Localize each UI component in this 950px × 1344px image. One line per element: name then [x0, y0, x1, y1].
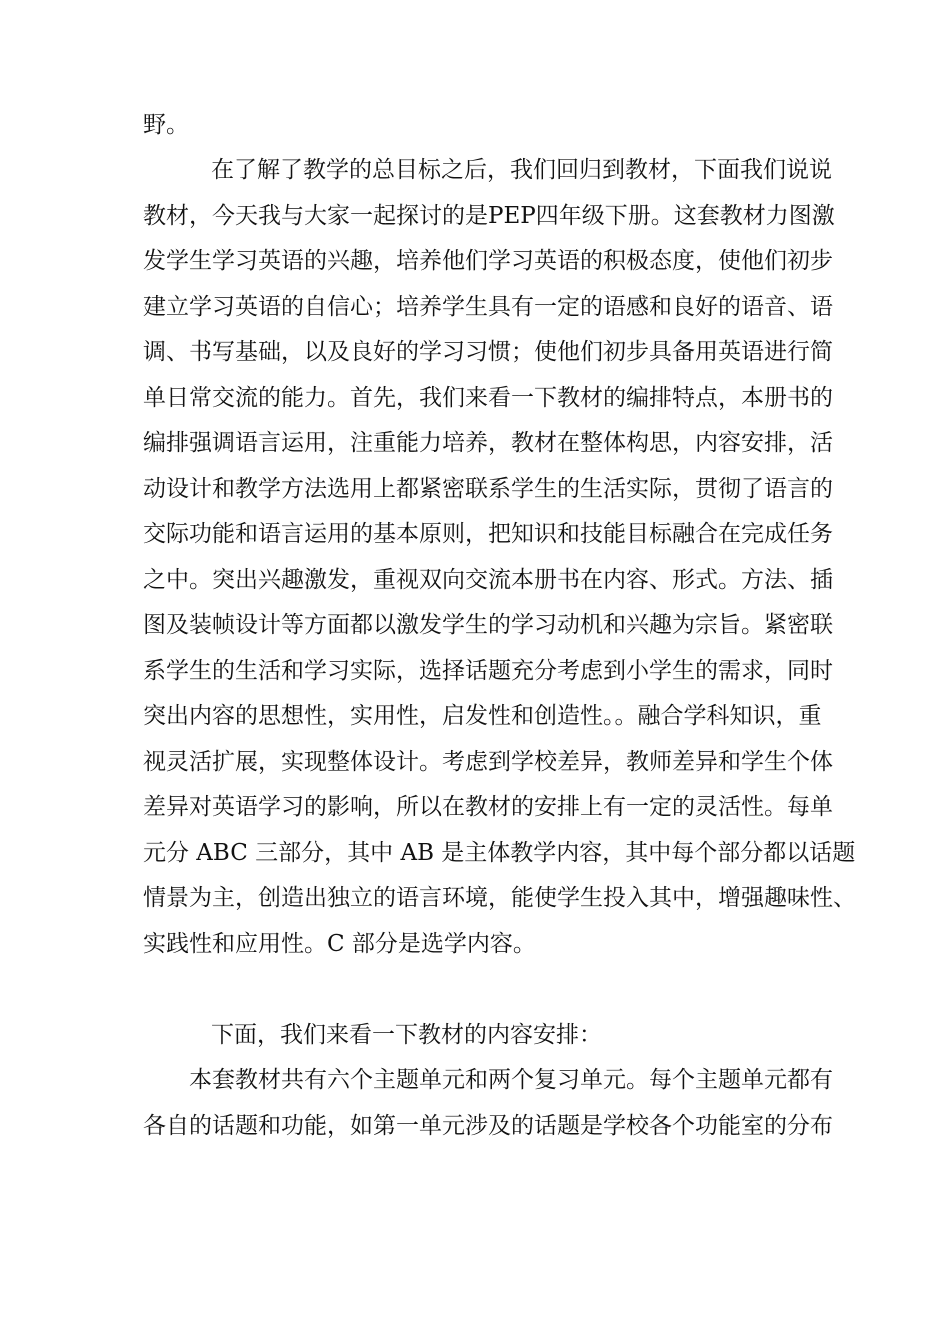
text-line: 建立学习英语的自信心；培养学生具有一定的语感和良好的语音、语	[143, 293, 833, 320]
text-line: 情景为主，创造出独立的语言环境，能使学生投入其中，增强趣味性、	[143, 885, 856, 911]
text-line: 突出内容的思想性，实用性，启发性和创造性。。融合学科知识，重	[143, 703, 822, 729]
text-line: 各自的话题和功能，如第一单元涉及的话题是学校各个功能室的分布	[143, 1112, 833, 1139]
paragraph-textbook-intro	[143, 148, 856, 967]
text-line: 在了解了教学的总目标之后，我们回归到教材，下面我们说说	[211, 157, 832, 183]
paragraph-continuation	[143, 103, 815, 149]
text-line: 下面，我们来看一下教材的内容安排：	[211, 1022, 602, 1048]
text-line: 视灵活扩展，实现整体设计。考虑到学校差异，教师差异和学生个体	[143, 748, 833, 775]
text-line: 实践性和应用性。C 部分是选学内容。	[143, 930, 536, 957]
paragraph-content-heading	[143, 1013, 815, 1059]
text-line: 图及装帧设计等方面都以激发学生的学习动机和兴趣为宗旨。紧密联	[143, 612, 833, 638]
paragraph-units	[143, 1058, 833, 1149]
text-line: 动设计和教学方法选用上都紧密联系学生的生活实际，贯彻了语言的	[143, 475, 833, 502]
text-line: 元分 ABC 三部分，其中 AB 是主体教学内容，其中每个部分都以话题	[143, 839, 856, 866]
text-line: 差异对英语学习的影响，所以在教材的安排上有一定的灵活性。每单	[143, 794, 833, 820]
text-line: 调、书写基础，以及良好的学习习惯；使他们初步具备用英语进行简	[143, 339, 833, 365]
text-line: 编排强调语言运用，注重能力培养，教材在整体构思，内容安排，活	[143, 430, 833, 456]
text-line: 之中。突出兴趣激发，重视双向交流本册书在内容、形式。方法、插	[143, 566, 833, 593]
text-line: 单日常交流的能力。首先，我们来看一下教材的编排特点，本册书的	[143, 384, 833, 411]
text-line: 教材，今天我与大家一起探讨的是PEP四年级下册。这套教材力图激	[143, 202, 835, 229]
text-line: 本套教材共有六个主题单元和两个复习单元。每个主题单元都有	[189, 1067, 833, 1093]
text-line: 野。	[143, 112, 189, 138]
text-line: 发学生学习英语的兴趣，培养他们学习英语的积极态度，使他们初步	[143, 248, 833, 274]
text-line: 系学生的生活和学习实际，选择话题充分考虑到小学生的需求，同时	[143, 657, 833, 684]
text-line: 交际功能和语言运用的基本原则，把知识和技能目标融合在完成任务	[143, 521, 833, 547]
